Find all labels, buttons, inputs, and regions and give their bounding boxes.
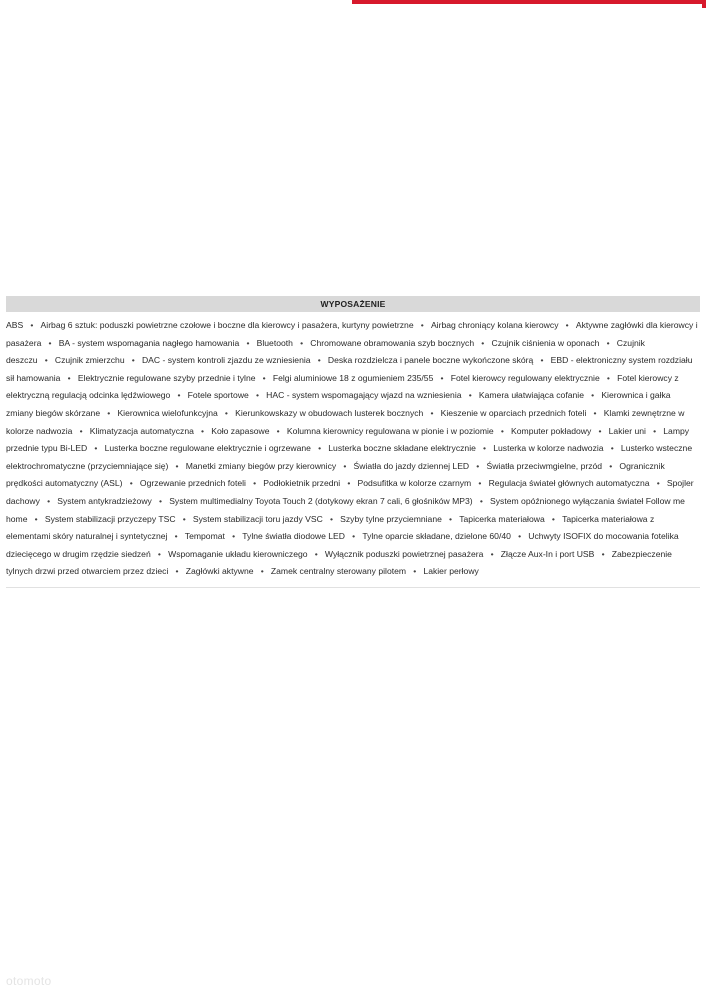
feature-item: Aktywne zagłówki dla kierowcy i pasażera • bbox=[6, 320, 698, 348]
feature-item: Zagłówki aktywne • bbox=[186, 566, 271, 576]
feature-item: Zamek centralny sterowany pilotem • bbox=[271, 566, 424, 576]
watermark-logo: otomoto bbox=[6, 974, 52, 988]
feature-item: System multimedialny Toyota Touch 2 (dotykowy ekran 7 cali, 6 głośników MP3) • bbox=[169, 496, 490, 506]
feature-item: EBD - elektroniczny system rozdziału sił hamowania • bbox=[6, 355, 692, 383]
feature-item: Tapicerka materiałowa z elementami skóry naturalnej i syntetycznej • bbox=[6, 514, 654, 542]
feature-item: Światła do jazdy dziennej LED • bbox=[354, 461, 487, 471]
feature-item: System stabilizacji toru jazdy VSC • bbox=[193, 514, 340, 524]
feature-item: Lakier uni • bbox=[609, 426, 664, 436]
feature-item: Tylne światła diodowe LED • bbox=[242, 531, 362, 541]
feature-item: HAC - system wspomagający wjazd na wzniesienia • bbox=[266, 390, 479, 400]
equipment-section bbox=[6, 296, 700, 588]
feature-item: Kieszenie w oparciach przednich foteli • bbox=[441, 408, 604, 418]
feature-item: Światła przeciwmgielne, przód • bbox=[486, 461, 619, 471]
feature-item: Klamki zewnętrzne w kolorze nadwozia • bbox=[6, 408, 684, 436]
feature-item: Bluetooth • bbox=[257, 338, 311, 348]
feature-item: DAC - system kontroli zjazdu ze wzniesienia • bbox=[142, 355, 328, 365]
feature-item: Spojler dachowy • bbox=[6, 478, 694, 506]
top-accent-bar bbox=[352, 0, 706, 4]
feature-item: Felgi aluminiowe 18 z ogumieniem 235/55 • bbox=[273, 373, 451, 383]
feature-item: Lusterko wsteczne elektrochromatyczne (przyciemniające się) • bbox=[6, 443, 692, 471]
feature-item: Czujnik deszczu • bbox=[6, 338, 645, 366]
feature-item: System antykradzieżowy • bbox=[57, 496, 169, 506]
feature-item: ABS • bbox=[6, 320, 41, 330]
feature-item: Airbag 6 sztuk: poduszki powietrzne czołowe i boczne dla kierowcy i pasażera, kurtyny powietrzne • bbox=[41, 320, 431, 330]
feature-item: Czujnik zmierzchu • bbox=[55, 355, 142, 365]
feature-item: Ogranicznik prędkości automatyczny (ASL) • bbox=[6, 461, 665, 489]
feature-item: Lusterka boczne regulowane elektrycznie i ogrzewane • bbox=[105, 443, 329, 453]
feature-item: Airbag chroniący kolana kierowcy • bbox=[431, 320, 576, 330]
feature-item: Tempomat • bbox=[185, 531, 242, 541]
feature-item: Lusterka boczne składane elektrycznie • bbox=[328, 443, 493, 453]
feature-item: System opóźnionego wyłączania świateł Follow me home • bbox=[6, 496, 685, 524]
feature-item: Fotel kierowcy z elektryczną regulacją odcinka lędźwiowego • bbox=[6, 373, 679, 401]
feature-item: Złącze Aux-In i port USB • bbox=[501, 549, 612, 559]
feature-item: Kamera ułatwiająca cofanie • bbox=[479, 390, 601, 400]
feature-item: Kierownica i gałka zmiany biegów skórzane • bbox=[6, 390, 671, 418]
feature-item: Fotel kierowcy regulowany elektrycznie • bbox=[451, 373, 617, 383]
feature-item: Zabezpieczenie tylnych drzwi przed otwarciem przez dzieci • bbox=[6, 549, 672, 577]
feature-item: Czujnik ciśnienia w oponach • bbox=[491, 338, 616, 348]
feature-item: Wyłącznik poduszki powietrznej pasażera • bbox=[325, 549, 501, 559]
feature-item: Elektrycznie regulowane szyby przednie i tylne • bbox=[78, 373, 273, 383]
feature-list bbox=[6, 312, 700, 588]
feature-item: Koło zapasowe • bbox=[211, 426, 287, 436]
feature-item: BA - system wspomagania nagłego hamowania • bbox=[59, 338, 257, 348]
feature-item: Kierownica wielofunkcyjna • bbox=[117, 408, 235, 418]
feature-item: Deska rozdzielcza i panele boczne wykończone skórą • bbox=[328, 355, 551, 365]
feature-item: Manetki zmiany biegów przy kierownicy • bbox=[186, 461, 354, 471]
feature-item: System stabilizacji przyczepy TSC • bbox=[45, 514, 193, 524]
feature-item: Podsufitka w kolorze czarnym • bbox=[358, 478, 489, 488]
feature-item: Wspomaganie układu kierowniczego • bbox=[168, 549, 325, 559]
feature-item: Klimatyzacja automatyczna • bbox=[90, 426, 211, 436]
feature-item: Tylne oparcie składane, dzielone 60/40 • bbox=[362, 531, 528, 541]
feature-item: Regulacja świateł głównych automatyczna • bbox=[489, 478, 667, 488]
feature-item: Szyby tylne przyciemniane • bbox=[340, 514, 459, 524]
feature-item: Kierunkowskazy w obudowach lusterek bocznych • bbox=[235, 408, 441, 418]
feature-item: Tapicerka materiałowa • bbox=[459, 514, 562, 524]
feature-item: Ogrzewanie przednich foteli • bbox=[140, 478, 263, 488]
feature-item: Kolumna kierownicy regulowana w pionie i w poziomie • bbox=[287, 426, 511, 436]
feature-item: Lusterka w kolorze nadwozia • bbox=[493, 443, 621, 453]
feature-item: Chromowane obramowania szyb bocznych • bbox=[310, 338, 491, 348]
feature-item: Komputer pokładowy • bbox=[511, 426, 609, 436]
section-header: WYPOSAŻENIE bbox=[6, 296, 700, 312]
feature-item: Lakier perłowy bbox=[423, 566, 479, 577]
feature-item: Uchwyty ISOFIX do mocowania fotelika dziecięcego w drugim rzędzie siedzeń • bbox=[6, 531, 679, 559]
feature-item: Podłokietnik przedni • bbox=[263, 478, 357, 488]
feature-item: Fotele sportowe • bbox=[188, 390, 267, 400]
feature-item: Lampy przednie typu Bi-LED • bbox=[6, 426, 689, 454]
